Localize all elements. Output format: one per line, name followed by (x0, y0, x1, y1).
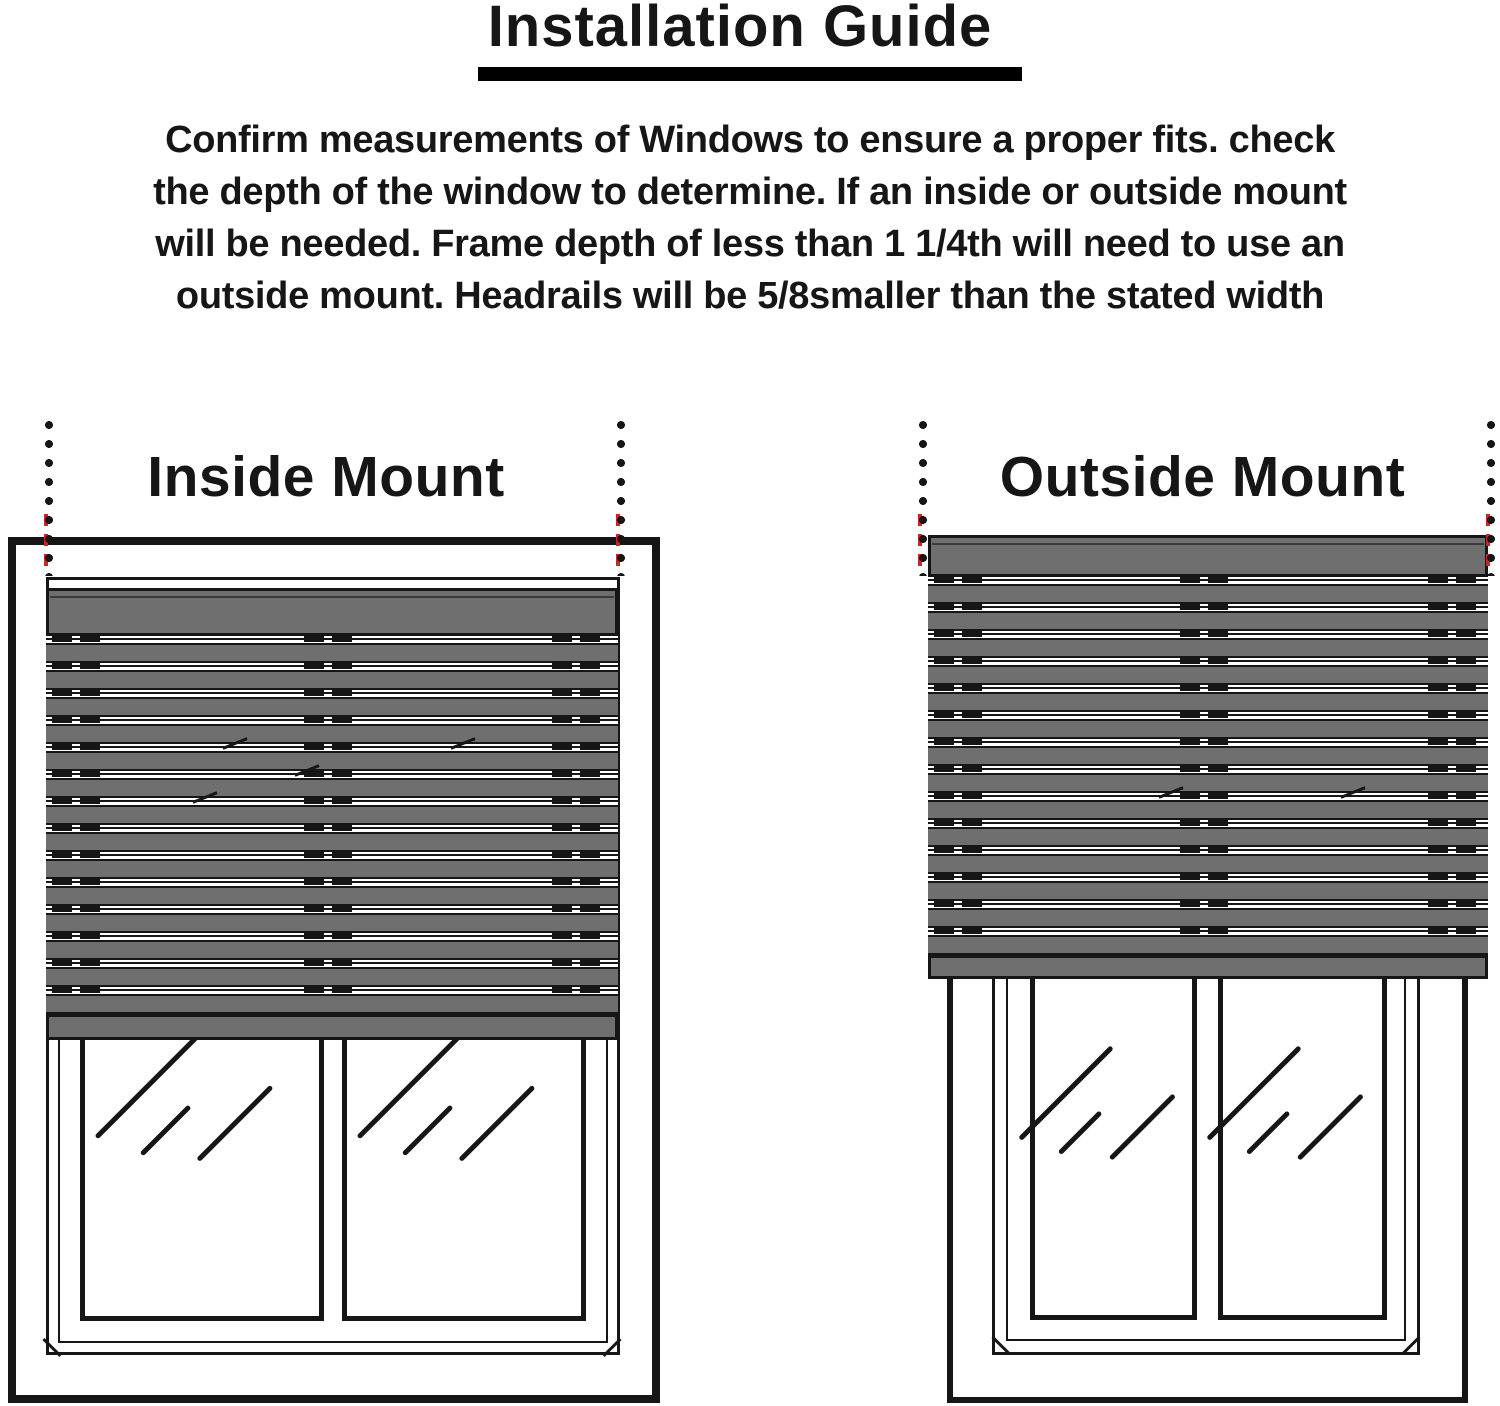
glass-reflection-marks (1007, 1020, 1219, 1232)
inside-mount-blind (46, 588, 618, 1040)
ladder-tape (332, 636, 352, 1014)
ladder-tape (52, 636, 72, 1014)
blind-slats (928, 577, 1488, 955)
outside-mount-measure-line-left (918, 416, 928, 576)
glass-line (140, 1105, 192, 1157)
glass-line (357, 1028, 468, 1139)
glass-line (1206, 1045, 1301, 1140)
intro-line: will be needed. Frame depth of less than 1 1/4th will need to use an (155, 223, 1345, 265)
ladder-tape (1180, 577, 1200, 955)
slat-curl-mark (222, 737, 247, 750)
outside-mount-measure-line-right (1486, 416, 1496, 576)
glass-reflection-marks (1195, 1020, 1407, 1232)
ladder-tape (304, 636, 324, 1014)
blind-bottom-rail (928, 955, 1488, 979)
intro-text (20, 114, 1480, 322)
outside-mount-blind (928, 535, 1488, 979)
slat-curl-mark (450, 737, 475, 750)
intro-line: Confirm measurements of Windows to ensure a proper fits. check (165, 119, 1335, 161)
ladder-tape (552, 636, 572, 1014)
glass-line (196, 1085, 273, 1162)
dotted-line (1486, 416, 1496, 576)
glass-line (1109, 1093, 1176, 1160)
ladder-tape (962, 577, 982, 955)
outside-mount-title: Outside Mount (999, 445, 1406, 509)
dotted-line (616, 416, 626, 576)
glass-line (1246, 1110, 1291, 1155)
ladder-tape (580, 636, 600, 1014)
ladder-tape (1428, 577, 1448, 955)
glass-line (458, 1085, 535, 1162)
ladder-tape (1208, 577, 1228, 955)
blind-slats (46, 636, 618, 1014)
header (0, 0, 1500, 81)
blind-headrail (46, 588, 618, 636)
glass-line (95, 1028, 206, 1139)
dotted-line (918, 416, 928, 576)
blind-headrail (928, 535, 1488, 577)
ladder-tape (1456, 577, 1476, 955)
intro-line: the depth of the window to determine. If an inside or outside mount (153, 171, 1347, 213)
inside-mount-measure-line-right (616, 416, 626, 576)
page-title: Installation Guide (478, 0, 1023, 81)
glass-line (1018, 1045, 1113, 1140)
glass-line (1297, 1093, 1364, 1160)
slat-curl-mark (192, 791, 217, 804)
ladder-tape (80, 636, 100, 1014)
intro-line: outside mount. Headrails will be 5/8smaller than the stated width (175, 275, 1325, 317)
ladder-tape (934, 577, 954, 955)
slat-curl-mark (1340, 786, 1365, 799)
glass-line (1058, 1110, 1103, 1155)
dotted-line (44, 416, 54, 576)
blind-bottom-rail (46, 1014, 618, 1040)
inside-mount-title: Inside Mount (147, 445, 505, 509)
glass-line (402, 1105, 454, 1157)
inside-mount-measure-line-left (44, 416, 54, 576)
